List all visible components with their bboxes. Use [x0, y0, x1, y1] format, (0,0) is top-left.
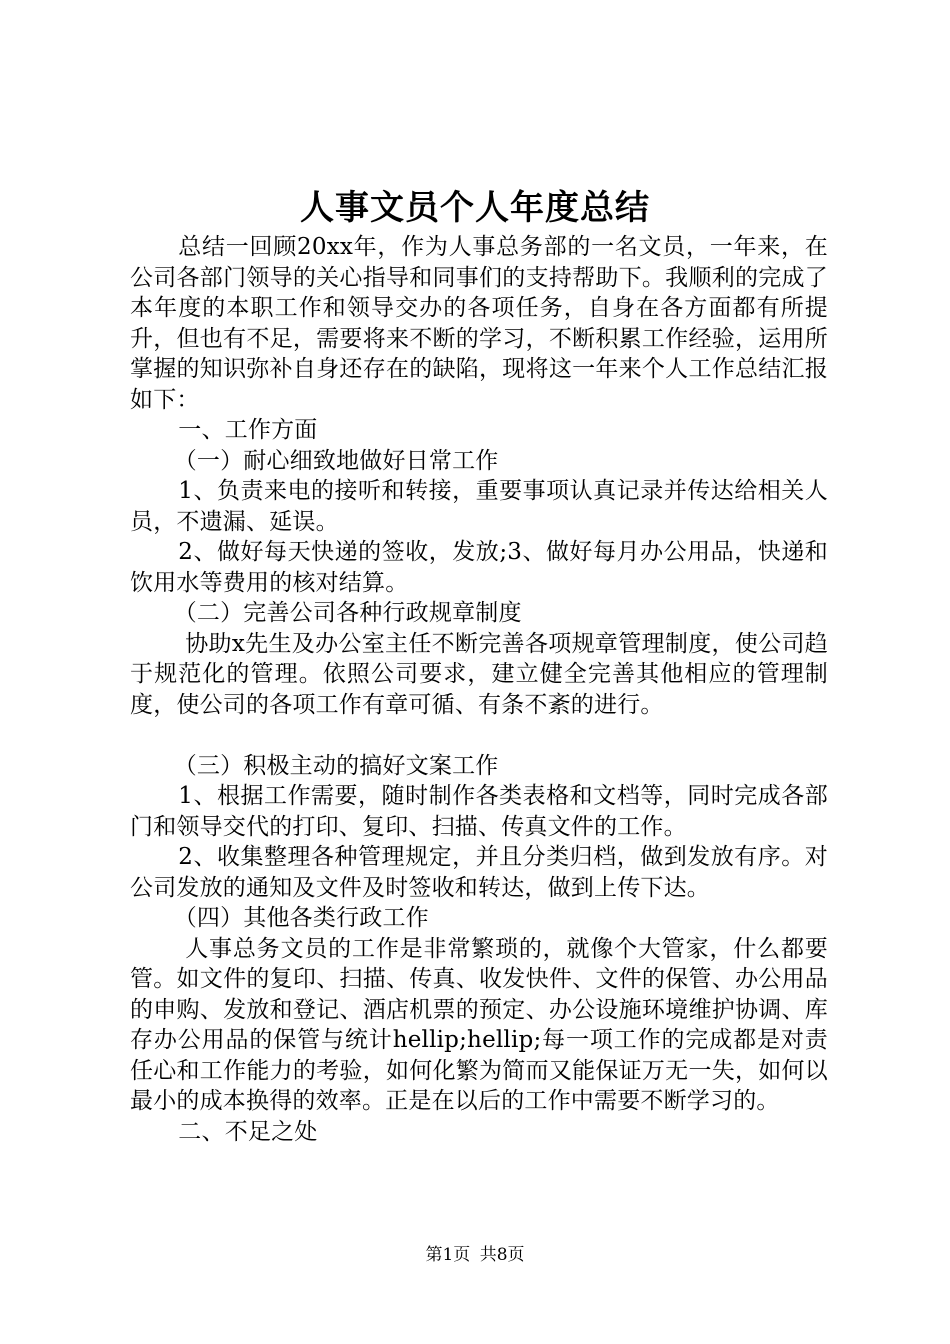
document-title: 人事文员个人年度总结 [300, 188, 650, 228]
paragraph-intro: 总结一回顾20xx年，作为人事总务部的一名文员，一年来，在公司各部门领导的关心指导和同事们的支持帮助下。我顺利的完成了本年度的本职工作和领导交办的各项任务，自身在各方面都有所提升，但也有不足，需要将来不断的学习，不断积累工作经验，运用所掌握的知识弥补自身还存在的缺陷，现将这一年来个人工作总结汇报如下： [130, 234, 828, 413]
page-number: 第1页 [425, 1245, 471, 1265]
subsection-heading-3: （三）积极主动的搞好文案工作 [173, 752, 499, 779]
paragraph-item: 协助x先生及办公室主任不断完善各项规章管理制度，使公司趋于规范化的管理。依照公司要求，建立健全完善其他相应的管理制度，使公司的各项工作有章可循、有条不紊的进行。 [130, 630, 828, 718]
subsection-heading-1: （一）耐心细致地做好日常工作 [173, 447, 499, 474]
page-footer [0, 1244, 950, 1266]
section-heading-work: 一、工作方面 [178, 417, 318, 443]
paragraph-item: 人事总务文员的工作是非常繁琐的，就像个大管家，什么都要管。如文件的复印、扫描、传真、收发快件、文件的保管、办公用品的申购、发放和登记、酒店机票的预定、办公设施环境维护协调、库存办公用品的保管与统计hellip;hellip;每一项工作的完成都是对责任心和工作能力的考验，如何化繁为简而又能保证万无一失，如何以最小的成本换得的效率。正是在以后的工作中需要不断学习的。 [130, 935, 828, 1114]
subsection-heading-2: （二）完善公司各种行政规章制度 [173, 600, 522, 626]
paragraph-item: 2、收集整理各种管理规定，并且分类归档，做到发放有序。对公司发放的通知及文件及时签收和转达，做到上传下达。 [130, 844, 828, 901]
blank-line [130, 720, 828, 751]
page-total: 共8页 [479, 1245, 525, 1265]
paragraph-item: 2、做好每天快递的签收，发放;3、做好每月办公用品，快递和饮用水等费用的核对结算。 [130, 539, 828, 596]
paragraph-item: 1、根据工作需要，随时制作各类表格和文档等，同时完成各部门和领导交代的打印、复印、扫描、传真文件的工作。 [130, 783, 828, 840]
section-heading-shortcomings: 二、不足之处 [178, 1118, 318, 1145]
subsection-heading-4: （四）其他各类行政工作 [173, 905, 429, 931]
document-body [130, 232, 828, 1147]
paragraph-item: 1、负责来电的接听和转接，重要事项认真记录并传达给相关人员，不遗漏、延误。 [130, 478, 828, 535]
